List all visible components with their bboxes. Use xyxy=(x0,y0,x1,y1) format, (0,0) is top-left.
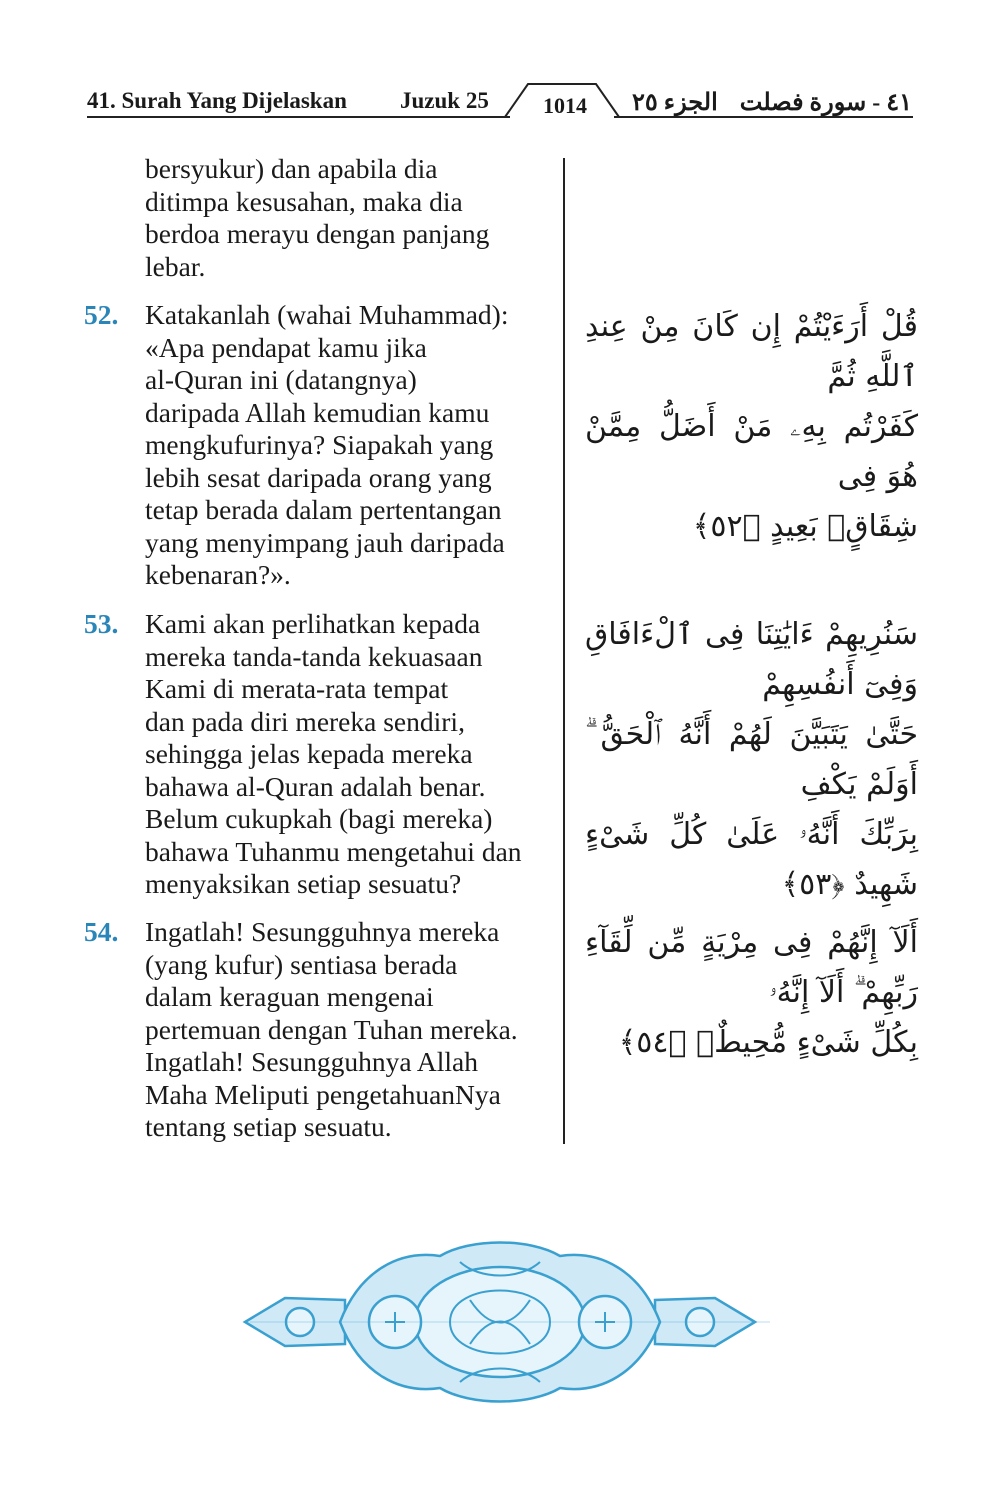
verse-number: 52. xyxy=(84,299,119,330)
page-number: 1014 xyxy=(543,93,587,118)
surah-title-arabic: ٤١ - سورة فصلت xyxy=(739,90,912,116)
continuation-text: bersyukur) dan apabila dia ditimpa kesusahan, maka dia berdoa merayu dengan panjang lebar. xyxy=(145,153,490,282)
verse-arabic: أَلَآ إِنَّهُمْ فِى مِرْيَةٍ مِّن لِّقَآءِ رَبِّهِمْ ۗ أَلَآ إِنَّهُۥ بِكُلِّ شَىْءٍ مُّحِيطٌۢ ﴿٥٤﴾ xyxy=(585,925,918,1060)
juz-label-latin: Juzuk 25 xyxy=(400,88,489,113)
verse-translation: Katakanlah (wahai Muhammad): «Apa pendapat kamu jika al-Quran ini (datangnya) daripada Allah kemudian kamu mengkufurinya? Siapakah yang lebih sesat daripada orang yang tetap berada dalam pertentangan yang menyimpang jauh daripada kebenaran?». xyxy=(145,299,509,590)
verse-number: 54. xyxy=(84,916,119,947)
verse-translation: Kami akan perlihatkan kepada mereka tanda-tanda kekuasaan Kami di merata-rata tempat dan pada diri mereka sendiri, sehingga jelas kepada mereka bahawa al-Quran adalah benar. Belum cukupkah (bagi mereka) bahawa Tuhanmu mengetahui dan menyaksikan setiap sesuatu? xyxy=(145,608,522,899)
surah-title-latin: 41. Surah Yang Dijelaskan xyxy=(87,88,347,113)
verse-number: 53. xyxy=(84,608,119,639)
juz-label-arabic: الجزء ٢٥ xyxy=(632,90,718,116)
verse-arabic: قُلْ أَرَءَيْتُمْ إِن كَانَ مِنْ عِندِ ٱللَّهِ ثُمَّ كَفَرْتُم بِهِۦ مَنْ أَضَلُّ مِمَّنْ هُوَ فِى شِقَاقٍۭ بَعِيدٍ ﴿٥٢﴾ xyxy=(585,309,918,544)
verse-translation: Ingatlah! Sesungguhnya mereka (yang kufur) sentiasa berada dalam keraguan mengenai pertemuan dengan Tuhan mereka. Ingatlah! Sesungguhnya Allah Maha Meliputi pengetahuanNya tentang setiap sesuatu. xyxy=(145,916,518,1142)
verse-arabic: سَنُرِيهِمْ ءَايَٰتِنَا فِى ٱلْءَافَاقِ وَفِىٓ أَنفُسِهِمْ حَتَّىٰ يَتَبَيَّنَ لَهُمْ أَنَّهُ ٱلْحَقُّ ۗ أَوَلَمْ يَكْفِ بِرَبِّكَ أَنَّهُۥ عَلَىٰ كُلِّ شَىْءٍ شَهِيدٌ ﴿٥٣﴾ xyxy=(585,617,918,902)
